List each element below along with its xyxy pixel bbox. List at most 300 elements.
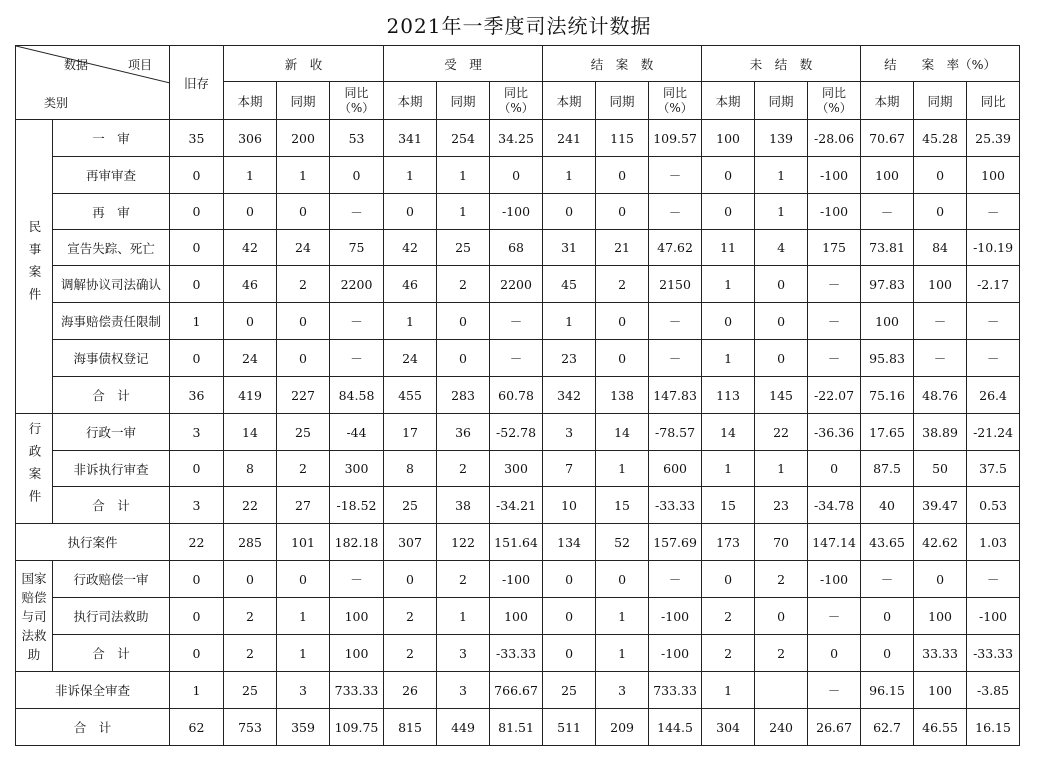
subheader-cell: 同期 [437,82,490,120]
data-cell: 342 [543,377,596,414]
data-cell: － [808,303,861,340]
data-cell: 100 [702,120,755,157]
table-row [16,230,1020,266]
data-cell: 0 [543,561,596,598]
data-cell: 0 [596,157,649,194]
header-group-jieanlv: 结 案 率（%） [861,46,1020,82]
data-cell: -18.52 [330,487,384,524]
data-cell: － [649,157,702,194]
data-cell: 109.75 [330,709,384,746]
data-cell: 1 [596,451,649,487]
data-cell: 3 [596,672,649,709]
data-cell: 95.83 [861,340,914,377]
data-cell: － [808,598,861,635]
header-group-xinshou: 新 收 [224,46,384,82]
row-label: 海事赔偿责任限制 [53,303,170,340]
data-cell: － [330,561,384,598]
data-cell: -33.33 [490,635,543,672]
subheader-cell: 同比（%） [649,82,702,120]
data-cell: 147.83 [649,377,702,414]
data-cell: 0.53 [967,487,1020,524]
data-cell: 52 [596,524,649,561]
table-row [16,194,1020,230]
row-label: 合 计 [53,377,170,414]
data-cell: -78.57 [649,414,702,451]
data-cell: 0 [755,266,808,303]
data-cell: -36.36 [808,414,861,451]
data-cell: 37.5 [967,451,1020,487]
data-cell: 42 [384,230,437,266]
section-label-text: 行政案件 [27,422,42,512]
table-row [16,524,1020,561]
data-cell: 0 [596,340,649,377]
data-cell: 8 [384,451,437,487]
data-cell: 144.5 [649,709,702,746]
row-label: 合 计 [16,709,170,746]
data-cell: 0 [170,635,224,672]
section-label-admin [16,414,53,524]
data-cell: 157.69 [649,524,702,561]
data-cell: 14 [596,414,649,451]
data-cell: 26 [384,672,437,709]
data-cell: -2.17 [967,266,1020,303]
data-cell: 300 [330,451,384,487]
data-cell: 15 [702,487,755,524]
data-cell: 100 [914,266,967,303]
subheader-cell: 同比（%） [330,82,384,120]
data-cell: 26.4 [967,377,1020,414]
data-cell: 45.28 [914,120,967,157]
data-cell: 35 [170,120,224,157]
data-cell: 300 [490,451,543,487]
data-cell: 2200 [490,266,543,303]
row-label: 执行司法救助 [53,598,170,635]
data-cell: 24 [224,340,277,377]
data-cell: 0 [808,635,861,672]
data-cell: 34.25 [490,120,543,157]
data-cell: 182.18 [330,524,384,561]
data-cell: 15 [596,487,649,524]
data-cell: 68 [490,230,543,266]
row-label: 行政一审 [53,414,170,451]
data-cell: 2 [224,635,277,672]
data-cell: 304 [702,709,755,746]
data-cell: 25 [224,672,277,709]
data-cell: 100 [861,157,914,194]
subheader-cell: 本期 [861,82,914,120]
data-cell: 151.64 [490,524,543,561]
data-cell: 0 [755,303,808,340]
data-cell: 2 [437,266,490,303]
data-cell: 145 [755,377,808,414]
data-cell: 3 [437,635,490,672]
table-row [16,598,1020,635]
data-cell: 600 [649,451,702,487]
data-cell: 2 [277,451,330,487]
section-label-civil [16,120,53,414]
data-cell: -21.24 [967,414,1020,451]
data-cell: 1 [437,157,490,194]
data-cell: 341 [384,120,437,157]
data-cell: 21 [596,230,649,266]
data-cell: 0 [755,598,808,635]
data-cell: 53 [330,120,384,157]
section-label-text: 民事案件 [27,220,42,310]
data-cell: 0 [808,451,861,487]
data-cell: － [490,303,543,340]
data-cell: 2 [384,598,437,635]
data-cell: 46 [224,266,277,303]
data-cell: 8 [224,451,277,487]
data-cell: 200 [277,120,330,157]
data-cell: 48.76 [914,377,967,414]
header-group-weijieshu: 未 结 数 [702,46,861,82]
data-cell: 96.15 [861,672,914,709]
data-cell: 100 [914,672,967,709]
data-cell: 359 [277,709,330,746]
header-group-jieanshu: 结 案 数 [543,46,702,82]
data-cell: 1 [170,303,224,340]
data-cell: 455 [384,377,437,414]
data-cell: － [861,194,914,230]
data-cell: -28.06 [808,120,861,157]
data-cell: 2 [437,561,490,598]
data-cell: 122 [437,524,490,561]
data-cell: 97.83 [861,266,914,303]
data-cell: 0 [914,194,967,230]
data-cell: － [808,340,861,377]
data-cell: 14 [702,414,755,451]
data-cell: 1 [543,303,596,340]
data-cell: － [649,340,702,377]
data-cell: 16.15 [967,709,1020,746]
data-cell: -52.78 [490,414,543,451]
data-cell: 0 [702,157,755,194]
data-cell: -3.85 [967,672,1020,709]
data-cell: 22 [170,524,224,561]
data-cell: 241 [543,120,596,157]
data-cell: -34.21 [490,487,543,524]
data-cell: 75 [330,230,384,266]
data-cell: 1 [437,598,490,635]
subheader-cell: 本期 [702,82,755,120]
data-cell: 753 [224,709,277,746]
data-cell: － [330,340,384,377]
data-cell: 70 [755,524,808,561]
data-cell: 101 [277,524,330,561]
data-cell: 0 [490,157,543,194]
table-row [16,303,1020,340]
data-cell: 1 [702,340,755,377]
data-cell: 134 [543,524,596,561]
data-cell: 38.89 [914,414,967,451]
data-cell: 11 [702,230,755,266]
data-cell: 0 [914,157,967,194]
data-cell: 100 [330,635,384,672]
data-cell: 2 [384,635,437,672]
row-label: 再 审 [53,194,170,230]
data-cell: 25 [543,672,596,709]
data-cell: 100 [914,598,967,635]
data-cell: 100 [861,303,914,340]
subheader-cell: 同比（%） [490,82,543,120]
data-cell: 75.16 [861,377,914,414]
data-cell: 1 [755,451,808,487]
section-label-text: 国家赔偿与司法救助 [21,570,47,662]
subheader-cell: 同期 [596,82,649,120]
data-cell: 0 [277,561,330,598]
data-cell: 0 [277,303,330,340]
diagonal-header-cell [16,46,170,120]
table-row [16,635,1020,672]
data-cell: 254 [437,120,490,157]
data-cell: 0 [330,157,384,194]
data-cell [755,672,808,709]
data-cell: -10.19 [967,230,1020,266]
data-cell: 25 [384,487,437,524]
data-cell: 26.67 [808,709,861,746]
data-cell: 240 [755,709,808,746]
data-cell: 25.39 [967,120,1020,157]
data-cell: 0 [170,340,224,377]
data-cell: 0 [702,303,755,340]
data-cell: － [330,303,384,340]
data-cell: － [914,340,967,377]
header-leibie: 类别 [44,96,69,110]
data-cell: -100 [967,598,1020,635]
data-cell: 60.78 [490,377,543,414]
header-shuju: 数据 [64,58,89,72]
data-cell: -44 [330,414,384,451]
data-cell: 0 [861,635,914,672]
data-cell: 1 [224,157,277,194]
data-cell: -100 [808,157,861,194]
data-cell: 0 [543,598,596,635]
data-cell: 3 [437,672,490,709]
data-cell: 449 [437,709,490,746]
data-cell: 0 [755,340,808,377]
data-cell: 0 [224,303,277,340]
data-cell: -100 [649,598,702,635]
data-cell: 1 [437,194,490,230]
subheader-cell: 同比（%） [808,82,861,120]
statistics-table [15,45,1020,746]
data-cell: 1 [596,598,649,635]
data-cell: 87.5 [861,451,914,487]
data-cell: － [967,340,1020,377]
data-cell: 0 [702,194,755,230]
data-cell: 17 [384,414,437,451]
subheader-cell: 本期 [224,82,277,120]
data-cell: 1 [596,635,649,672]
data-cell: 0 [596,194,649,230]
data-cell: 285 [224,524,277,561]
data-cell: 0 [170,157,224,194]
data-cell: 4 [755,230,808,266]
data-cell: 0 [170,561,224,598]
data-cell: 0 [861,598,914,635]
data-cell: 0 [224,194,277,230]
data-cell: 0 [277,194,330,230]
data-cell: 22 [224,487,277,524]
data-cell: 50 [914,451,967,487]
data-cell: 3 [170,414,224,451]
data-cell: 0 [543,194,596,230]
row-label: 宣告失踪、死亡 [53,230,170,266]
data-cell: -22.07 [808,377,861,414]
data-cell: 62.7 [861,709,914,746]
data-cell: 73.81 [861,230,914,266]
row-label: 合 计 [53,487,170,524]
data-cell: 84.58 [330,377,384,414]
data-cell: 3 [170,487,224,524]
data-cell: 1 [384,157,437,194]
data-cell: 227 [277,377,330,414]
table-row [16,120,1020,157]
data-cell: 0 [702,561,755,598]
data-cell: 138 [596,377,649,414]
data-cell: 109.57 [649,120,702,157]
data-cell: 0 [224,561,277,598]
data-cell: － [861,561,914,598]
data-cell: 0 [437,340,490,377]
data-cell: 27 [277,487,330,524]
data-cell: 38 [437,487,490,524]
data-cell: 419 [224,377,277,414]
data-cell: 2 [596,266,649,303]
row-label: 非诉执行审查 [53,451,170,487]
data-cell: － [967,561,1020,598]
data-cell: 1 [702,451,755,487]
data-cell: 2150 [649,266,702,303]
data-cell: 25 [437,230,490,266]
row-label: 非诉保全审查 [16,672,170,709]
data-cell: 62 [170,709,224,746]
data-cell: － [967,194,1020,230]
table-row [16,561,1020,598]
data-cell: 733.33 [330,672,384,709]
data-cell: -100 [490,561,543,598]
header-xiangmu: 项目 [128,58,153,72]
data-cell: 1 [755,194,808,230]
data-cell: － [808,672,861,709]
data-cell: 42.62 [914,524,967,561]
data-cell: 0 [170,194,224,230]
data-cell: -33.33 [649,487,702,524]
table-row [16,157,1020,194]
data-cell: 307 [384,524,437,561]
table-row [16,451,1020,487]
header-group-shouli: 受 理 [384,46,543,82]
data-cell: 283 [437,377,490,414]
data-cell: 1.03 [967,524,1020,561]
data-cell: 306 [224,120,277,157]
data-cell: 23 [755,487,808,524]
subheader-cell: 同比 [967,82,1020,120]
data-cell: 22 [755,414,808,451]
data-cell: 147.14 [808,524,861,561]
data-cell: 2 [277,266,330,303]
data-cell: 0 [914,561,967,598]
data-cell: 24 [277,230,330,266]
data-cell: 2 [702,598,755,635]
subheader-cell: 本期 [384,82,437,120]
data-cell: － [649,303,702,340]
data-cell: 0 [384,194,437,230]
data-cell: 36 [437,414,490,451]
data-cell: － [967,303,1020,340]
data-cell: 24 [384,340,437,377]
data-cell: 10 [543,487,596,524]
data-cell: 1 [170,672,224,709]
row-label: 一 审 [53,120,170,157]
data-cell: 40 [861,487,914,524]
data-cell: － [808,266,861,303]
data-cell: 0 [437,303,490,340]
data-cell: 2 [755,635,808,672]
data-cell: － [490,340,543,377]
data-cell: 7 [543,451,596,487]
data-cell: － [330,194,384,230]
data-cell: 0 [543,635,596,672]
data-cell: 100 [330,598,384,635]
data-cell: -34.78 [808,487,861,524]
data-cell: 209 [596,709,649,746]
data-cell: 36 [170,377,224,414]
data-cell: 1 [755,157,808,194]
data-cell: 766.67 [490,672,543,709]
data-cell: 733.33 [649,672,702,709]
data-cell: -33.33 [967,635,1020,672]
data-cell: 0 [170,266,224,303]
data-cell: 39.47 [914,487,967,524]
data-cell: 115 [596,120,649,157]
data-cell: － [649,561,702,598]
data-cell: 31 [543,230,596,266]
data-cell: 17.65 [861,414,914,451]
data-cell: 511 [543,709,596,746]
data-cell: 23 [543,340,596,377]
table-row [16,709,1020,746]
data-cell: 2 [224,598,277,635]
data-cell: 1 [277,635,330,672]
data-cell: 81.51 [490,709,543,746]
data-cell: 1 [277,157,330,194]
data-cell: 2200 [330,266,384,303]
data-cell: -100 [808,194,861,230]
section-label-state [16,561,53,672]
table-row [16,487,1020,524]
header-jiucun: 旧存 [170,46,224,120]
data-cell: 2 [437,451,490,487]
table-row [16,340,1020,377]
data-cell: 43.65 [861,524,914,561]
data-cell: 1 [384,303,437,340]
row-label: 行政赔偿一审 [53,561,170,598]
data-cell: 0 [384,561,437,598]
data-cell: 46.55 [914,709,967,746]
header-row-groups [16,46,1020,82]
data-cell: 1 [702,266,755,303]
row-label: 执行案件 [16,524,170,561]
row-label: 再审审查 [53,157,170,194]
data-cell: 1 [277,598,330,635]
data-cell: 0 [596,303,649,340]
data-cell: 815 [384,709,437,746]
data-cell: 84 [914,230,967,266]
data-cell: 173 [702,524,755,561]
data-cell: -100 [490,194,543,230]
